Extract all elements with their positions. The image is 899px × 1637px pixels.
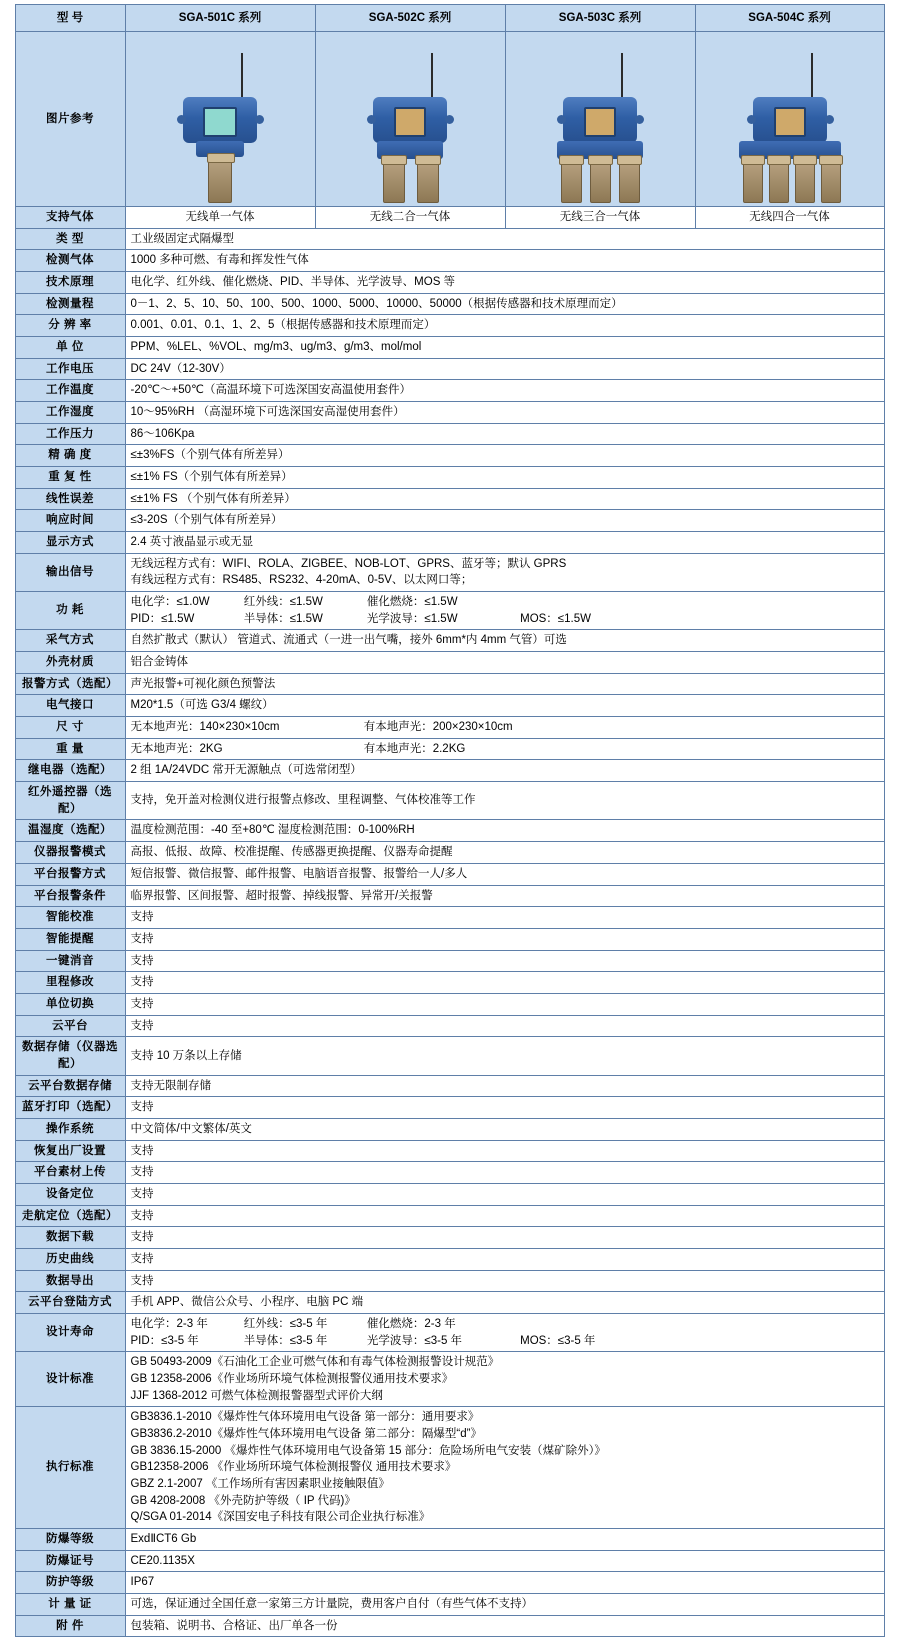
weight-without-alarm: 无本地声光：2KG [130, 742, 223, 755]
row-value: 电化学、红外线、催化燃烧、PID、半导体、光学波导、MOS 等 [125, 272, 884, 294]
table-row [15, 950, 884, 972]
row-label: 仪器报警模式 [15, 842, 125, 864]
row-label: 里程修改 [15, 972, 125, 994]
life-infrared: 红外线：≤3-5 年 [243, 1317, 328, 1330]
supported-gas-3: 无线三合一气体 [505, 207, 695, 229]
row-label: 继电器（选配） [15, 760, 125, 782]
table-row [15, 1529, 884, 1551]
table-row [15, 1162, 884, 1184]
table-row [15, 380, 884, 402]
table-row [15, 630, 884, 652]
design-standard-item: JJF 1368-2012 可燃气体检测报警器型式评价大纲 [130, 1389, 383, 1402]
model-label: 型 号 [15, 5, 125, 32]
table-row [15, 928, 884, 950]
device-image-2 [315, 32, 505, 207]
table-row-models [15, 5, 884, 32]
row-label: 操作系统 [15, 1118, 125, 1140]
row-value: 支持 [125, 1227, 884, 1249]
size-without-alarm: 无本地声光：140×230×10cm [130, 721, 280, 734]
row-label: 检测量程 [15, 293, 125, 315]
table-row-images [15, 32, 884, 207]
table-row [15, 972, 884, 994]
row-label: 数据存储（仪器选配） [15, 1037, 125, 1075]
execution-standard-item: GB 4208-2008 《外壳防护等级（ IP 代码)》 [130, 1494, 356, 1507]
power-mos: MOS：≤1.5W [520, 612, 591, 625]
power-value [125, 592, 884, 630]
row-label: 走航定位（选配） [15, 1205, 125, 1227]
row-label: 防护等级 [15, 1572, 125, 1594]
table-row [15, 228, 884, 250]
row-value: 支持 [125, 1015, 884, 1037]
row-value: 自然扩散式（默认） 管道式、流通式（一进一出气嘴，接外 6mm*内 4mm 气管）可选 [125, 630, 884, 652]
model-1: SGA-501C 系列 [125, 5, 315, 32]
row-value: 支持 10 万条以上存储 [125, 1037, 884, 1075]
row-value: 临界报警、区间报警、超时报警、掉线报警、异常开/关报警 [125, 885, 884, 907]
execution-standard-item: GB12358-2006 《作业场所环境气体检测报警仪 通用技术要求》 [130, 1461, 457, 1474]
power-catalytic: 催化燃烧：≤1.5W [366, 596, 458, 609]
output-signal-wired: 有线远程方式有：RS485、RS232、4-20mA、0-5V、以太网口等； [130, 574, 473, 587]
supported-gas-1: 无线单一气体 [125, 207, 315, 229]
execution-standard-value [125, 1407, 884, 1529]
table-row [15, 863, 884, 885]
execution-standard-item: GB3836.2-2010《爆炸性气体环境用电气设备 第二部分：隔爆型“d”》 [130, 1427, 482, 1440]
size-value [125, 717, 884, 739]
table-row-power [15, 592, 884, 630]
life-semiconductor: 半导体：≤3-5 年 [243, 1334, 328, 1347]
table-row-weight [15, 738, 884, 760]
row-value: 支持 [125, 993, 884, 1015]
table-row [15, 1205, 884, 1227]
device-image-3 [505, 32, 695, 207]
life-catalytic: 催化燃烧：2-3 年 [366, 1317, 456, 1330]
row-label: 恢复出厂设置 [15, 1140, 125, 1162]
row-label: 单位切换 [15, 993, 125, 1015]
row-value: -20℃～+50℃（高温环境下可选深国安高温使用套件） [125, 380, 884, 402]
row-value: 支持无限制存储 [125, 1075, 884, 1097]
row-value: 支持 [125, 928, 884, 950]
table-row [15, 1594, 884, 1616]
row-label: 红外遥控器（选配） [15, 782, 125, 820]
spec-sheet [0, 4, 899, 1630]
table-row [15, 993, 884, 1015]
row-value: 支持 [125, 1205, 884, 1227]
model-4: SGA-504C 系列 [695, 5, 884, 32]
row-label: 附 件 [15, 1615, 125, 1637]
table-row [15, 760, 884, 782]
row-label: 数据导出 [15, 1270, 125, 1292]
row-label: 分 辨 率 [15, 315, 125, 337]
row-label: 工作压力 [15, 423, 125, 445]
table-row [15, 695, 884, 717]
table-row [15, 510, 884, 532]
table-row [15, 1183, 884, 1205]
row-label: 平台素材上传 [15, 1162, 125, 1184]
row-label: 工作温度 [15, 380, 125, 402]
design-standard-value [125, 1352, 884, 1407]
row-value: IP67 [125, 1572, 884, 1594]
row-value: 高报、低报、故障、校准提醒、传感器更换提醒、仪器寿命提醒 [125, 842, 884, 864]
design-standard-label: 设计标准 [15, 1352, 125, 1407]
power-infrared: 红外线：≤1.5W [243, 596, 323, 609]
life-optical: 光学波导：≤3-5 年 [366, 1334, 463, 1347]
size-with-alarm: 有本地声光：200×230×10cm [363, 721, 513, 734]
table-row [15, 1015, 884, 1037]
row-label: 历史曲线 [15, 1248, 125, 1270]
life-mos: MOS：≤3-5 年 [520, 1334, 596, 1347]
row-label: 设备定位 [15, 1183, 125, 1205]
output-signal-label: 输出信号 [15, 553, 125, 591]
row-label: 线性误差 [15, 488, 125, 510]
table-row [15, 820, 884, 842]
row-label: 防爆等级 [15, 1529, 125, 1551]
row-value: ≤3-20S（个别气体有所差异） [125, 510, 884, 532]
table-row [15, 272, 884, 294]
design-life-label: 设计寿命 [15, 1313, 125, 1351]
power-electrochemical: 电化学：≤1.0W [130, 596, 210, 609]
weight-with-alarm: 有本地声光：2.2KG [363, 742, 466, 755]
table-row [15, 1140, 884, 1162]
row-value: 2.4 英寸液晶显示或无显 [125, 532, 884, 554]
row-value: 包装箱、说明书、合格证、出厂单各一份 [125, 1615, 884, 1637]
output-signal-value [125, 553, 884, 591]
row-label: 报警方式（选配） [15, 673, 125, 695]
row-value: 手机 APP、微信公众号、小程序、电脑 PC 端 [125, 1292, 884, 1314]
row-value: PPM、%LEL、%VOL、mg/m3、ug/m3、g/m3、mol/mol [125, 337, 884, 359]
row-value: 铝合金铸体 [125, 652, 884, 674]
table-row [15, 885, 884, 907]
weight-label: 重 量 [15, 738, 125, 760]
design-standard-item: GB 50493-2009《石油化工企业可燃气体和有毒气体检测报警设计规范》 [130, 1356, 500, 1369]
row-value: 支持 [125, 907, 884, 929]
power-optical: 光学波导：≤1.5W [366, 612, 458, 625]
row-value: CE20.1135X [125, 1550, 884, 1572]
table-row-supported-gas [15, 207, 884, 229]
table-row [15, 1270, 884, 1292]
execution-standard-item: Q/SGA 01-2014《深国安电子科技有限公司企业执行标准》 [130, 1511, 431, 1524]
table-row [15, 1572, 884, 1594]
row-label: 平台报警条件 [15, 885, 125, 907]
row-value: 0－1、2、5、10、50、100、500、1000、5000、10000、50000（根据传感器和技术原理而定） [125, 293, 884, 315]
row-label: 响应时间 [15, 510, 125, 532]
row-value: 10～95%RH （高湿环境下可选深国安高湿使用套件） [125, 402, 884, 424]
row-value: 支持 [125, 950, 884, 972]
row-label: 显示方式 [15, 532, 125, 554]
row-label: 工作电压 [15, 358, 125, 380]
row-label: 一键消音 [15, 950, 125, 972]
table-row [15, 652, 884, 674]
row-label: 蓝牙打印（选配） [15, 1097, 125, 1119]
row-value: 短信报警、微信报警、邮件报警、电脑语音报警、报警给一人/多人 [125, 863, 884, 885]
life-electrochemical: 电化学：2-3 年 [130, 1317, 208, 1330]
row-label: 工作湿度 [15, 402, 125, 424]
row-value: 0.001、0.01、0.1、1、2、5（根据传感器和技术原理而定） [125, 315, 884, 337]
table-row [15, 1615, 884, 1637]
row-value: 1000 多种可燃、有毒和挥发性气体 [125, 250, 884, 272]
execution-standard-label: 执行标准 [15, 1407, 125, 1529]
row-label: 云平台登陆方式 [15, 1292, 125, 1314]
power-line-2 [131, 611, 879, 628]
row-label: 智能提醒 [15, 928, 125, 950]
table-row [15, 445, 884, 467]
supported-gas-label: 支持气体 [15, 207, 125, 229]
row-value: 支持，免开盖对检测仪进行报警点修改、里程调整、气体校准等工作 [125, 782, 884, 820]
row-value: 支持 [125, 1248, 884, 1270]
row-value: DC 24V（12-30V） [125, 358, 884, 380]
row-label: 电气接口 [15, 695, 125, 717]
table-row [15, 1097, 884, 1119]
table-row [15, 673, 884, 695]
row-label: 单 位 [15, 337, 125, 359]
row-label: 云平台 [15, 1015, 125, 1037]
row-value: 声光报警+可视化颜色预警法 [125, 673, 884, 695]
row-value: ≤±1% FS （个别气体有所差异） [125, 488, 884, 510]
table-row [15, 337, 884, 359]
design-standard-item: GB 12358-2006《作业场所环境气体检测报警仪通用技术要求》 [130, 1372, 454, 1385]
table-row [15, 1037, 884, 1075]
row-value: ≤±1% FS（个别气体有所差异） [125, 467, 884, 489]
specification-table [15, 4, 885, 1637]
row-value: 中文简体/中文繁体/英文 [125, 1118, 884, 1140]
weight-value [125, 738, 884, 760]
model-3: SGA-503C 系列 [505, 5, 695, 32]
execution-standard-item: GBZ 2.1-2007 《工作场所有害因素职业接触限值》 [130, 1477, 390, 1490]
supported-gas-2: 无线二合一气体 [315, 207, 505, 229]
row-value: 支持 [125, 1097, 884, 1119]
table-row [15, 782, 884, 820]
row-label: 计 量 证 [15, 1594, 125, 1616]
row-value: 支持 [125, 1162, 884, 1184]
life-pid: PID：≤3-5 年 [130, 1334, 199, 1347]
table-row [15, 467, 884, 489]
execution-standard-item: GB 3836.15-2000 《爆炸性气体环境用电气设备第 15 部分：危险场所电气安装（煤矿除外）》 [130, 1444, 606, 1457]
table-row [15, 1550, 884, 1572]
table-row-design-life [15, 1313, 884, 1351]
table-row [15, 293, 884, 315]
table-row [15, 1248, 884, 1270]
row-label: 外壳材质 [15, 652, 125, 674]
row-label: 技术原理 [15, 272, 125, 294]
supported-gas-4: 无线四合一气体 [695, 207, 884, 229]
size-label: 尺 寸 [15, 717, 125, 739]
table-row [15, 423, 884, 445]
table-row [15, 315, 884, 337]
power-pid: PID：≤1.5W [130, 612, 195, 625]
row-value: M20*1.5（可选 G3/4 螺纹） [125, 695, 884, 717]
row-value: ≤±3%FS（个别气体有所差异） [125, 445, 884, 467]
execution-standard-item: GB3836.1-2010《爆炸性气体环境用电气设备 第一部分：通用要求》 [130, 1411, 480, 1424]
device-image-4 [695, 32, 884, 207]
output-signal-wireless: 无线远程方式有：WIFI、ROLA、ZIGBEE、NOB-LOT、GPRS、蓝牙等；默认 GPRS [130, 557, 567, 570]
table-row [15, 250, 884, 272]
row-value: 2 组 1A/24VDC 常开无源触点（可选常闭型） [125, 760, 884, 782]
table-row [15, 358, 884, 380]
row-value: 支持 [125, 1140, 884, 1162]
row-value: ExdⅡCT6 Gb [125, 1529, 884, 1551]
table-row-size [15, 717, 884, 739]
row-label: 云平台数据存储 [15, 1075, 125, 1097]
row-label: 数据下载 [15, 1227, 125, 1249]
table-row-output-signal [15, 553, 884, 591]
design-life-line-1 [131, 1316, 879, 1333]
row-value: 支持 [125, 1183, 884, 1205]
row-value: 可选，保证通过全国任意一家第三方计量院，费用客户自付（有些气体不支持） [125, 1594, 884, 1616]
design-life-line-2 [131, 1333, 879, 1350]
table-row [15, 1075, 884, 1097]
row-value: 温度检测范围：-40 至+80℃ 湿度检测范围：0-100%RH [125, 820, 884, 842]
row-value: 支持 [125, 972, 884, 994]
model-2: SGA-502C 系列 [315, 5, 505, 32]
table-row [15, 532, 884, 554]
table-row-design-standard [15, 1352, 884, 1407]
row-label: 重 复 性 [15, 467, 125, 489]
table-row [15, 402, 884, 424]
row-label: 精 确 度 [15, 445, 125, 467]
table-row [15, 488, 884, 510]
row-label: 智能校准 [15, 907, 125, 929]
row-label: 平台报警方式 [15, 863, 125, 885]
table-row [15, 1118, 884, 1140]
row-label: 采气方式 [15, 630, 125, 652]
table-row [15, 1227, 884, 1249]
image-reference-label: 图片参考 [15, 32, 125, 207]
device-image-1 [125, 32, 315, 207]
table-row [15, 907, 884, 929]
table-row-execution-standard [15, 1407, 884, 1529]
row-label: 检测气体 [15, 250, 125, 272]
row-label: 温湿度（选配） [15, 820, 125, 842]
table-row [15, 842, 884, 864]
row-value: 支持 [125, 1270, 884, 1292]
power-label: 功 耗 [15, 592, 125, 630]
power-line-1 [131, 594, 879, 611]
table-row [15, 1292, 884, 1314]
design-life-value [125, 1313, 884, 1351]
row-label: 防爆证号 [15, 1550, 125, 1572]
row-value: 86～106Kpa [125, 423, 884, 445]
row-label: 类 型 [15, 228, 125, 250]
power-semiconductor: 半导体：≤1.5W [243, 612, 323, 625]
row-value: 工业级固定式隔爆型 [125, 228, 884, 250]
